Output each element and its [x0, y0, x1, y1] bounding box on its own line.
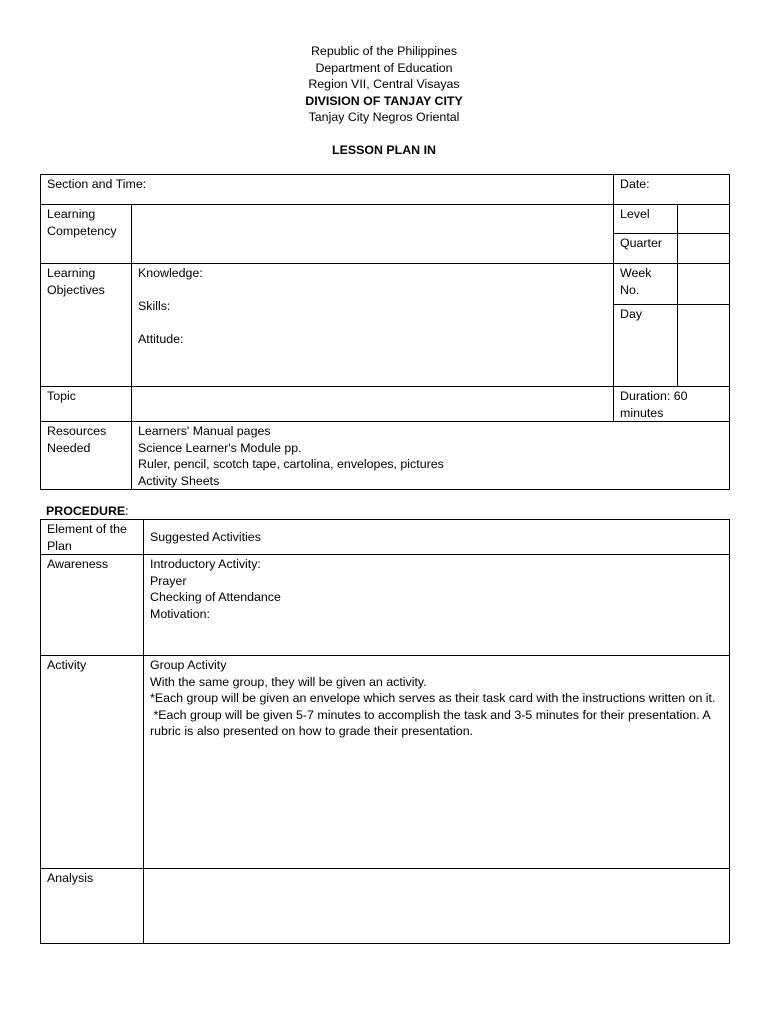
- day-label: Day: [614, 305, 678, 387]
- duration-cell: Duration: 60 minutes: [614, 387, 730, 422]
- activity-label: Activity: [41, 656, 144, 869]
- header-city: Tanjay City Negros Oriental: [308, 110, 460, 125]
- element-of-plan-header: Element of the Plan: [41, 520, 144, 555]
- document-header: [0, 43, 768, 126]
- procedure-heading: PROCEDURE:: [46, 504, 129, 518]
- learning-competency-value: [132, 205, 614, 264]
- awareness-activities: [144, 555, 730, 656]
- activity-line: Group Activity: [150, 658, 227, 672]
- analysis-details: [144, 869, 730, 944]
- date-cell: Date:: [614, 175, 730, 205]
- plan-title: LESSON PLAN IN: [332, 143, 436, 157]
- awareness-line: Prayer: [150, 573, 187, 588]
- resource-item: Science Learner's Module pp.: [138, 440, 302, 455]
- topic-label: Topic: [41, 387, 132, 422]
- activity-line: *Each group will be given an envelope which serves as their task card with the instructions written on it.: [150, 691, 716, 705]
- topic-value: [132, 387, 614, 422]
- activity-details: [144, 656, 730, 869]
- week-no-value: [678, 264, 730, 305]
- activity-line: With the same group, they will be given an activity.: [150, 674, 427, 689]
- suggested-activities-header: Suggested Activities: [144, 520, 730, 555]
- quarter-label: Quarter: [614, 234, 678, 264]
- learning-objectives-value: [132, 264, 614, 387]
- resource-item: Learners' Manual pages: [138, 424, 271, 438]
- header-region: Region VII, Central Visayas: [308, 77, 460, 92]
- header-department: Department of Education: [315, 60, 453, 75]
- learning-competency-label: Learning Competency: [41, 205, 132, 264]
- quarter-value: [678, 234, 730, 264]
- activity-line: *Each group will be given 5-7 minutes to accomplish the task and 3-5 minutes for their presentation. A rubric is also presented on how to grade their presentation.: [150, 707, 714, 738]
- week-no-label: Week No.: [614, 264, 678, 305]
- resource-item: Ruler, pencil, scotch tape, cartolina, envelopes, pictures: [138, 457, 444, 471]
- level-label: Level: [614, 205, 678, 234]
- level-value: [678, 205, 730, 234]
- resources-needed-label: Resources Needed: [41, 422, 132, 490]
- lesson-info-table: [40, 174, 730, 490]
- header-republic: Republic of the Philippines: [310, 44, 458, 58]
- awareness-label: Awareness: [41, 555, 144, 656]
- learning-objectives-label: Learning Objectives: [41, 264, 132, 387]
- awareness-line: Checking of Attendance: [150, 590, 281, 604]
- knowledge-label: Knowledge:: [138, 266, 203, 280]
- awareness-line: Motivation:: [150, 606, 210, 621]
- attitude-label: Attitude:: [138, 332, 184, 346]
- resource-item: Activity Sheets: [138, 473, 220, 488]
- header-division: DIVISION OF TANJAY CITY: [305, 93, 463, 108]
- analysis-label: Analysis: [41, 869, 144, 944]
- resources-list: [132, 422, 730, 490]
- day-value: [678, 305, 730, 387]
- section-time-cell: Section and Time:: [41, 175, 614, 205]
- awareness-line: Introductory Activity:: [150, 557, 261, 571]
- procedure-table: [40, 519, 730, 944]
- skills-label: Skills:: [138, 299, 171, 313]
